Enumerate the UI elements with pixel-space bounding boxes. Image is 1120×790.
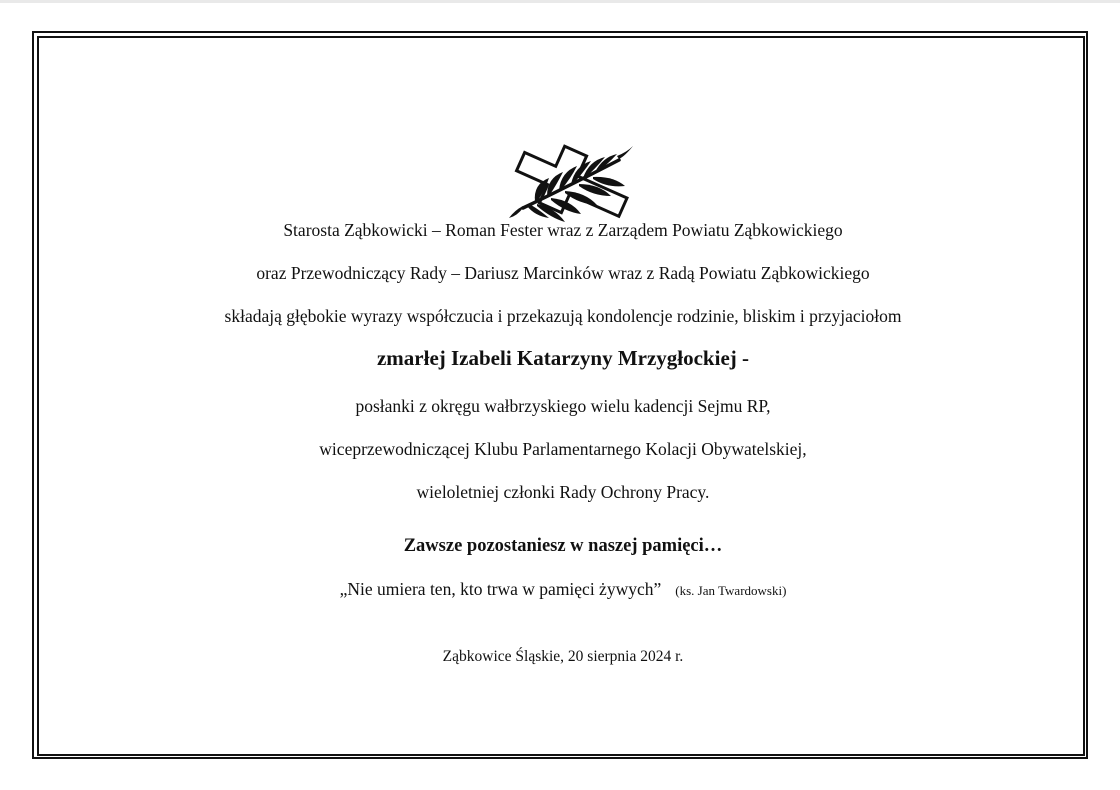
- senders-line-2: oraz Przewodniczący Rady – Dariusz Marcinków wraz z Radą Powiatu Ząbkowickiego: [256, 263, 870, 283]
- role-line-2: wiceprzewodniczącej Klubu Parlamentarnego Kolacji Obywatelskiej,: [319, 439, 807, 459]
- motto: Zawsze pozostaniesz w naszej pamięci…: [403, 536, 723, 556]
- quote-text: „Nie umiera ten, kto trwa w pamięci żywych”: [339, 579, 662, 599]
- mourning-frame-outer: [32, 31, 1088, 759]
- page-top-edge: [0, 0, 1120, 3]
- condolences-line: składają głębokie wyrazy współczucia i przekazują kondolencje rodzinie, bliskim i przyjaciołom: [224, 306, 902, 326]
- deceased-name: zmarłej Izabeli Katarzyny Mrzygłockiej -: [376, 346, 750, 370]
- quote-line: [39, 578, 1087, 602]
- role-line-3: wieloletniej członki Rady Ochrony Pracy.: [416, 482, 710, 502]
- quote-author: (ks. Jan Twardowski): [675, 583, 787, 598]
- role-line-1: posłanki z okręgu wałbrzyskiego wielu kadencji Sejmu RP,: [355, 396, 771, 416]
- mourning-frame-inner: [37, 36, 1085, 756]
- place-and-date: Ząbkowice Śląskie, 20 sierpnia 2024 r.: [442, 648, 684, 665]
- cross-with-palm-branch-icon: [475, 126, 665, 226]
- senders-line-1: Starosta Ząbkowicki – Roman Fester wraz z Zarządem Powiatu Ząbkowickiego: [283, 220, 843, 240]
